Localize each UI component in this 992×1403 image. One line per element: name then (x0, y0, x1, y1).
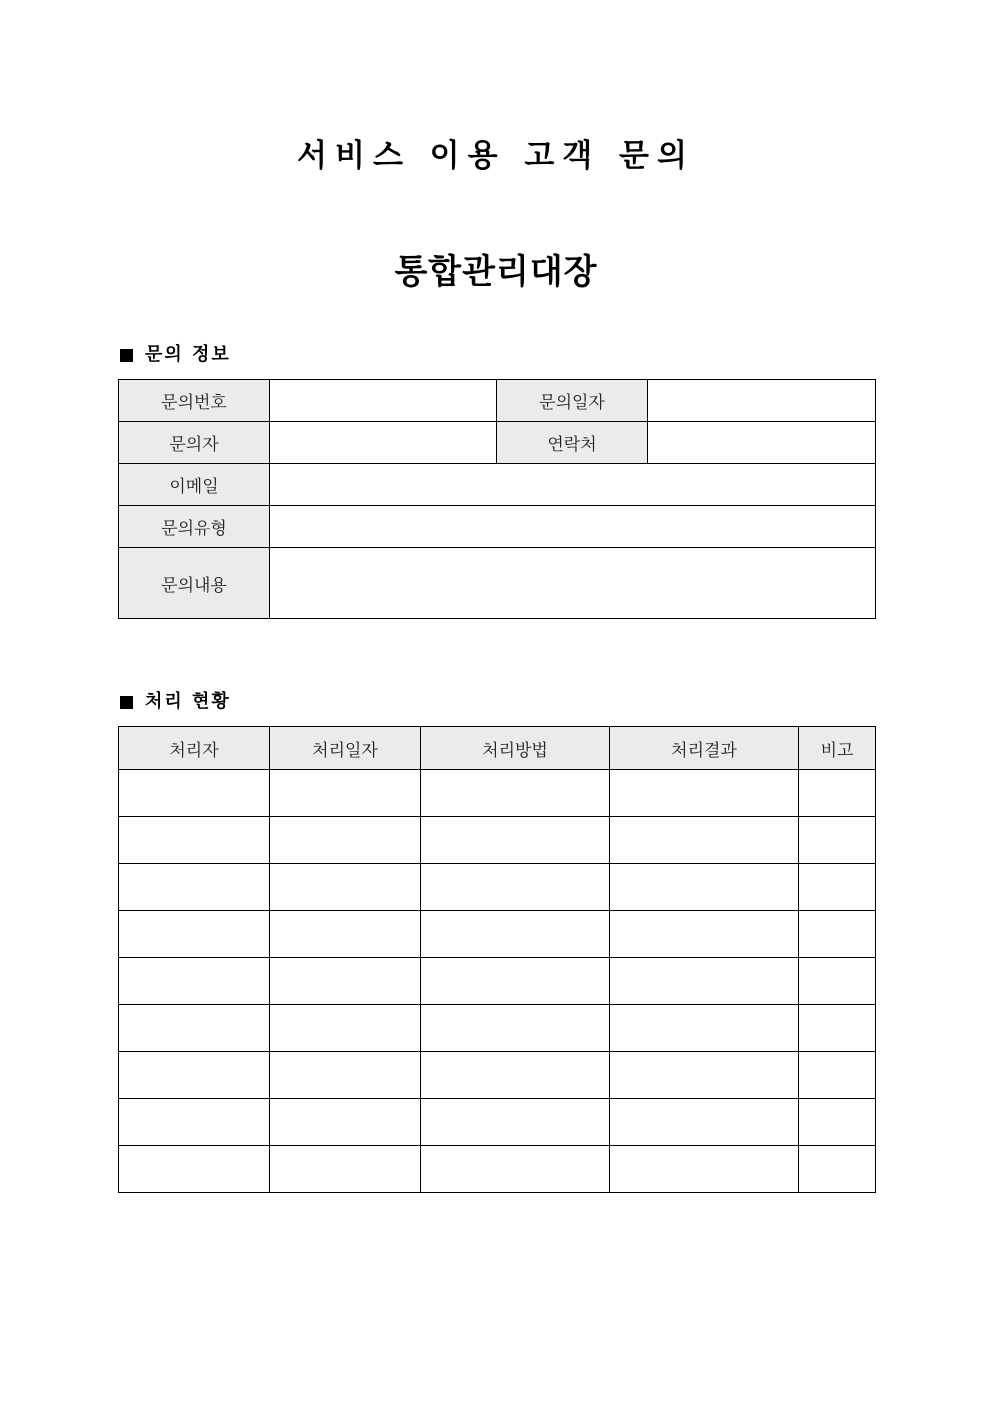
inquiry-no-label: 문의번호 (119, 380, 270, 422)
inquiry-content-label: 문의내용 (119, 548, 270, 619)
process-table-body (119, 770, 876, 1193)
process-date-cell[interactable] (270, 1005, 421, 1052)
column-header-process-result: 처리결과 (610, 727, 799, 770)
process-result-cell[interactable] (610, 1005, 799, 1052)
table-row (119, 548, 876, 619)
process-status-table (118, 726, 876, 1193)
square-bullet-icon (120, 696, 133, 709)
process-result-cell[interactable] (610, 1052, 799, 1099)
inquiry-section-title: 문의 정보 (145, 344, 231, 365)
contact-label: 연락처 (497, 422, 648, 464)
inquirer-field[interactable] (270, 422, 497, 464)
process-date-cell[interactable] (270, 817, 421, 864)
column-header-process-date: 처리일자 (270, 727, 421, 770)
remarks-cell[interactable] (799, 1146, 876, 1193)
handler-cell[interactable] (119, 1005, 270, 1052)
handler-cell[interactable] (119, 770, 270, 817)
process-result-cell[interactable] (610, 864, 799, 911)
inquiry-info-table (118, 379, 876, 619)
square-bullet-icon (120, 349, 133, 362)
handler-cell[interactable] (119, 864, 270, 911)
inquiry-date-field[interactable] (648, 380, 876, 422)
remarks-cell[interactable] (799, 864, 876, 911)
inquiry-no-field[interactable] (270, 380, 497, 422)
inquiry-date-label: 문의일자 (497, 380, 648, 422)
table-header-row (119, 727, 876, 770)
table-row (119, 864, 876, 911)
table-row (119, 1146, 876, 1193)
table-row (119, 380, 876, 422)
process-date-cell[interactable] (270, 1099, 421, 1146)
table-row (119, 958, 876, 1005)
table-row (119, 422, 876, 464)
table-row (119, 1052, 876, 1099)
process-date-cell[interactable] (270, 958, 421, 1005)
table-row (119, 817, 876, 864)
process-result-cell[interactable] (610, 1099, 799, 1146)
inquiry-content-field[interactable] (270, 548, 876, 619)
process-section-title: 처리 현황 (145, 691, 231, 712)
process-date-cell[interactable] (270, 911, 421, 958)
table-row (119, 911, 876, 958)
remarks-cell[interactable] (799, 911, 876, 958)
process-method-cell[interactable] (421, 1146, 610, 1193)
email-label: 이메일 (119, 464, 270, 506)
inquirer-label: 문의자 (119, 422, 270, 464)
handler-cell[interactable] (119, 958, 270, 1005)
process-method-cell[interactable] (421, 864, 610, 911)
remarks-cell[interactable] (799, 958, 876, 1005)
remarks-cell[interactable] (799, 1099, 876, 1146)
table-row (119, 464, 876, 506)
document-title: 서비스 이용 고객 문의 (297, 138, 695, 174)
process-section-heading (120, 690, 231, 714)
inquiry-type-label: 문의유형 (119, 506, 270, 548)
process-method-cell[interactable] (421, 1005, 610, 1052)
remarks-cell[interactable] (799, 1052, 876, 1099)
process-date-cell[interactable] (270, 1146, 421, 1193)
process-method-cell[interactable] (421, 817, 610, 864)
column-header-remarks: 비고 (799, 727, 876, 770)
table-row (119, 1099, 876, 1146)
contact-field[interactable] (648, 422, 876, 464)
email-field[interactable] (270, 464, 876, 506)
process-method-cell[interactable] (421, 1052, 610, 1099)
table-row (119, 770, 876, 817)
handler-cell[interactable] (119, 1099, 270, 1146)
process-method-cell[interactable] (421, 911, 610, 958)
process-date-cell[interactable] (270, 1052, 421, 1099)
document-subtitle: 통합관리대장 (394, 252, 598, 292)
process-result-cell[interactable] (610, 958, 799, 1005)
table-row (119, 1005, 876, 1052)
process-result-cell[interactable] (610, 911, 799, 958)
process-date-cell[interactable] (270, 770, 421, 817)
column-header-process-method: 처리방법 (421, 727, 610, 770)
handler-cell[interactable] (119, 911, 270, 958)
handler-cell[interactable] (119, 1146, 270, 1193)
remarks-cell[interactable] (799, 770, 876, 817)
process-method-cell[interactable] (421, 958, 610, 1005)
table-row (119, 506, 876, 548)
process-result-cell[interactable] (610, 817, 799, 864)
handler-cell[interactable] (119, 817, 270, 864)
process-result-cell[interactable] (610, 1146, 799, 1193)
column-header-handler: 처리자 (119, 727, 270, 770)
process-method-cell[interactable] (421, 1099, 610, 1146)
remarks-cell[interactable] (799, 1005, 876, 1052)
remarks-cell[interactable] (799, 817, 876, 864)
process-result-cell[interactable] (610, 770, 799, 817)
process-date-cell[interactable] (270, 864, 421, 911)
process-method-cell[interactable] (421, 770, 610, 817)
inquiry-type-field[interactable] (270, 506, 876, 548)
handler-cell[interactable] (119, 1052, 270, 1099)
inquiry-section-heading (120, 343, 231, 367)
